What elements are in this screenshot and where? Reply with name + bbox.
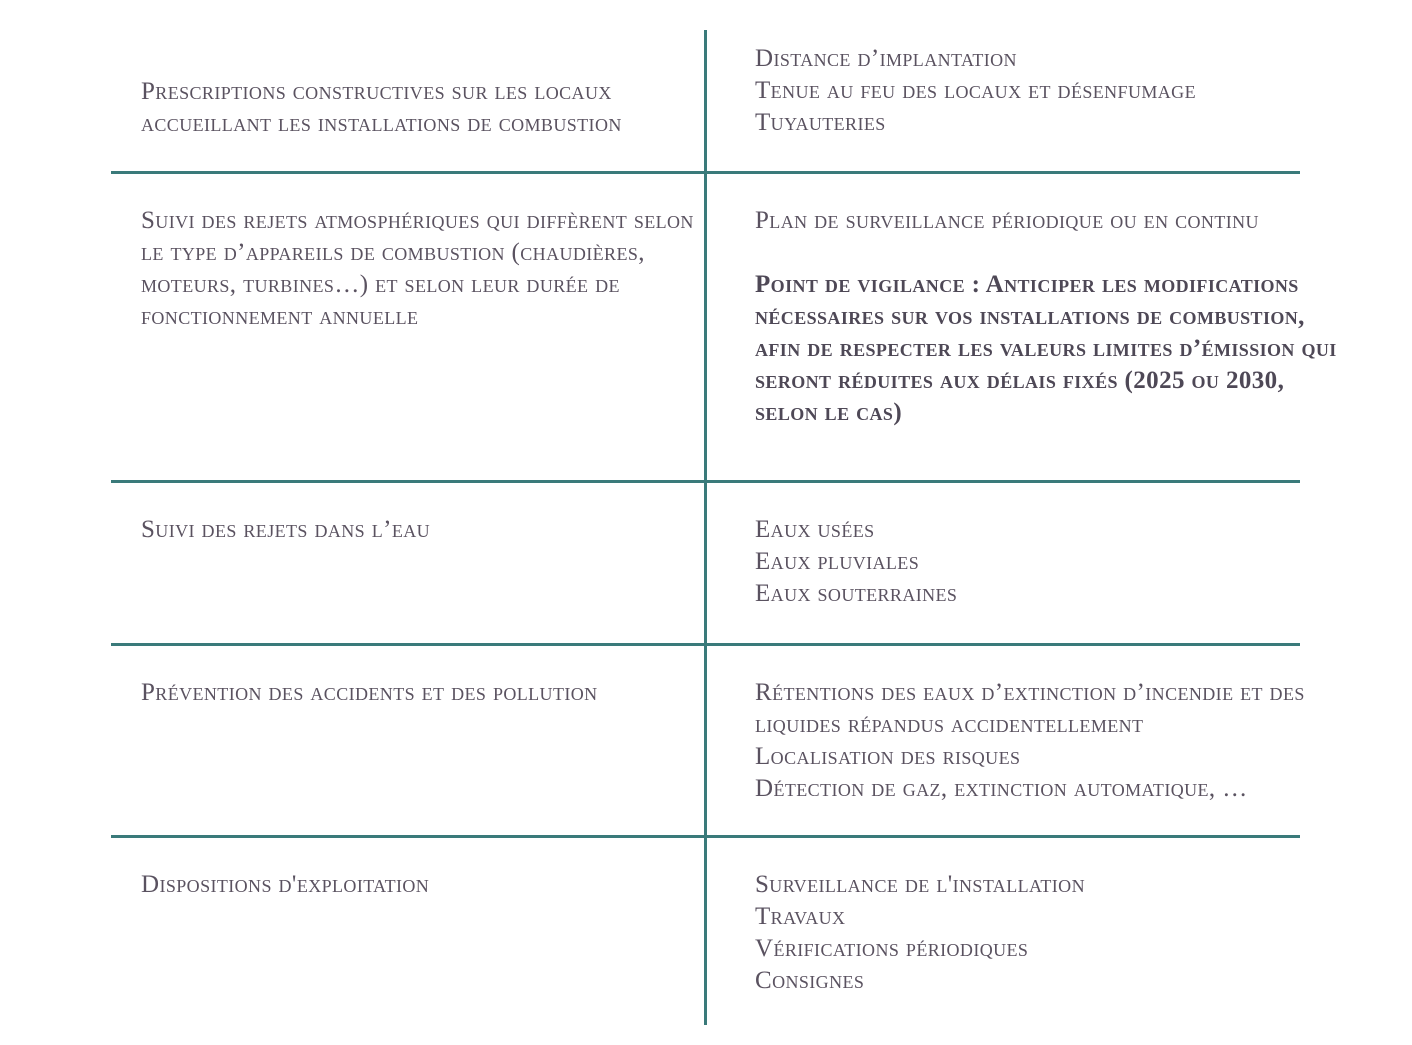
vigilance-note-line: afin de respecter les valeurs limites d’émission qui [755,335,1337,362]
detail-item: Eaux pluviales [755,548,920,575]
row-divider [111,480,1300,483]
column-divider [704,30,707,1025]
detail-item: Travaux [755,903,846,930]
vigilance-note-line: nécessaires sur vos installations de combustion, [755,303,1305,330]
topic-line: Prescriptions constructives sur les locaux [141,78,612,105]
row-3-topic [141,514,681,546]
topic-line: accueillant les installations de combustion [141,110,622,137]
detail-item: Surveillance de l'installation [755,871,1085,898]
topic-line: Suivi des rejets atmosphériques qui diffèrent selon [141,207,694,234]
vigilance-note-line: selon le cas) [755,399,903,426]
topic-line: le type d’appareils de combustion (chaudières, [141,239,645,266]
topic-line: Suivi des rejets dans l’eau [141,516,431,543]
topic-line: moteurs, turbines…) et selon leur durée de [141,271,620,298]
detail-item: Consignes [755,967,865,994]
row-4-topic [141,677,681,709]
detail-item: Plan de surveillance périodique ou en continu [755,207,1259,234]
row-divider [111,835,1300,838]
vigilance-note-line: seront réduites aux délais fixés (2025 ou 2030, [755,367,1285,394]
topic-line: Dispositions d'exploitation [141,871,430,898]
detail-item: Eaux souterraines [755,580,958,607]
detail-item: Tenue au feu des locaux et désenfumage [755,77,1196,104]
detail-item: liquides répandus accidentellement [755,711,1144,738]
row-2-topic [141,205,694,333]
row-5-topic [141,869,681,901]
row-1-topic [141,76,681,140]
detail-item: Tuyauteries [755,109,886,136]
row-divider [111,171,1300,174]
detail-item: Détection de gaz, extinction automatique, … [755,775,1248,802]
vigilance-note-line: Point de vigilance : Anticiper les modifications [755,271,1299,298]
row-3-details [755,514,1285,610]
row-2-details [755,205,1337,429]
row-4-details [755,677,1305,805]
row-5-details [755,869,1285,997]
row-1-details [755,43,1285,139]
detail-item: Eaux usées [755,516,875,543]
detail-item: Distance d’implantation [755,45,1017,72]
topic-line: Prévention des accidents et des pollution [141,679,598,706]
row-divider [111,643,1300,646]
detail-item: Localisation des risques [755,743,1021,770]
detail-item: Rétentions des eaux d’extinction d’incendie et des [755,679,1305,706]
topic-line: fonctionnement annuelle [141,303,419,330]
detail-item: Vérifications périodiques [755,935,1029,962]
